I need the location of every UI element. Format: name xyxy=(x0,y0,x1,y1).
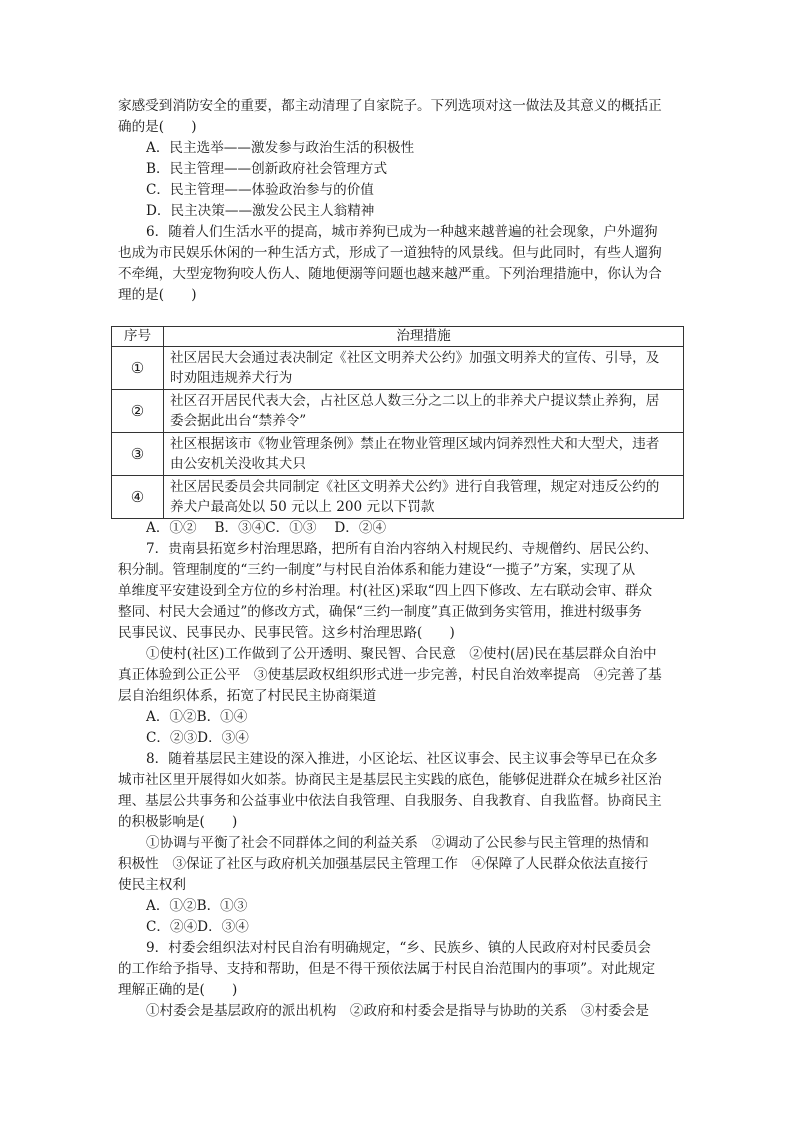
row-measure xyxy=(164,347,684,390)
header-measure: 治理措施 xyxy=(164,327,684,347)
table-row xyxy=(112,390,684,433)
q7-choice-line-1: ①使村(社区)工作做到了公开透明、聚民智、合民意 ②使村(居)民在基层群众自治中 xyxy=(146,646,657,662)
q7-stem-line-5: 民事民议、民事民办、民事民管。这乡村治理思路( ) xyxy=(118,625,455,641)
header-number: 序号 xyxy=(112,327,164,347)
row-measure-line-2: 由公安机关没收其犬只 xyxy=(170,456,306,472)
row-measure-line-2: 时劝阻违规养犬行为 xyxy=(170,370,293,386)
row-measure-line-1: 社区居民委员会共同制定《社区文明养犬公约》进行自我管理，规定对违反公约的 xyxy=(170,479,660,495)
q8-choice-line-3: 使民主权利 xyxy=(118,877,186,893)
q7-answers-line-2: C．②③D．③④ xyxy=(146,730,249,746)
q8-choice-line-2: 积极性 ③保证了社区与政府机关加强基层民主管理工作 ④保障了人民群众依法直接行 xyxy=(118,856,649,872)
table-row xyxy=(112,347,684,390)
q8-stem-line-1: 8．随着基层民主建设的深入推进，小区论坛、社区议事会、民主议事会等早已在众多 xyxy=(146,751,658,767)
table-row xyxy=(112,476,684,519)
row-measure-line-1: 社区根据该市《物业管理条例》禁止在物业管理区域内饲养烈性犬和大型犬，违者 xyxy=(170,436,660,452)
row-measure-line-2: 委会据此出台“禁养令” xyxy=(170,413,307,429)
row-measure xyxy=(164,390,684,433)
table-row xyxy=(112,433,684,476)
q6-stem-line-1: 6．随着人们生活水平的提高，城市养狗已成为一种越来越普遍的社会现象，户外遛狗 xyxy=(146,224,658,240)
q7-stem-line-3: 单维度平安建设到全方位的乡村治理。村(社区)采取“四上四下修改、左右联动会审、群众 xyxy=(118,583,653,599)
q8-stem-line-3: 理、基层公共事务和公益事业中依法自我管理、自我服务、自我教育、自我监督。协商民主 xyxy=(118,793,662,809)
q6-answer-options: A．①② B．③④C．①③ D．②④ xyxy=(146,520,387,536)
q8-answers-line-1: A．①②B．①③ xyxy=(146,898,248,914)
q7-answers-line-1: A．①②B．①④ xyxy=(146,709,248,725)
row-measure xyxy=(164,433,684,476)
q5-option-c: C．民主管理——体验政治参与的价值 xyxy=(146,182,374,198)
row-number: ② xyxy=(112,390,164,433)
row-number: ③ xyxy=(112,433,164,476)
q7-choice-line-2: 真正体验到公正公平 ③使基层政权组织形式进一步完善，村民自治效率提高 ④完善了基 xyxy=(118,667,662,683)
q8-choice-line-1: ①协调与平衡了社会不同群体之间的利益关系 ②调动了公民参与民主管理的热情和 xyxy=(146,835,649,851)
row-number: ① xyxy=(112,347,164,390)
q6-stem-line-4: 理的是( ) xyxy=(118,287,197,303)
q8-answers-line-2: C．②④D．③④ xyxy=(146,919,249,935)
q5-option-a: A．民主选举——激发参与政治生活的积极性 xyxy=(146,140,415,156)
q6-stem-line-2: 也成为市民娱乐休闲的一种生活方式，形成了一道独特的风景线。但与此同时，有些人遛狗 xyxy=(118,245,662,261)
row-measure-line-1: 社区召开居民代表大会，占社区总人数三分之二以上的非养犬户提议禁止养狗，居 xyxy=(170,393,660,409)
q7-stem-line-4: 整同、村民大会通过”的修改方式，确保“三约一制度”真正做到务实管用，推进村级事务 xyxy=(118,604,642,620)
q7-stem-line-1: 7．贵南县拓宽乡村治理思路，把所有自治内容纳入村规民约、寺规僧约、居民公约、 xyxy=(146,541,658,557)
q5-option-d: D．民主决策——激发公民主人翁精神 xyxy=(146,203,375,219)
q5-stem-line-1: 家感受到消防安全的重要，都主动清理了自家院子。下列选项对这一做法及其意义的概括正 xyxy=(118,98,662,114)
q7-choice-line-3: 层自治组织体系，拓宽了村民民主协商渠道 xyxy=(118,688,377,704)
measures-table xyxy=(111,326,684,519)
q7-stem-line-2: 积分制。管理制度的“三约一制度”与村民自治体系和能力建设“一揽子”方案，实现了从 xyxy=(118,562,636,578)
q9-stem-line-3: 理解正确的是( ) xyxy=(118,982,238,998)
row-measure xyxy=(164,476,684,519)
table-header-row xyxy=(112,327,684,347)
q9-stem-line-1: 9．村委会组织法对村民自治有明确规定，“乡、民族乡、镇的人民政府对村民委员会 xyxy=(146,940,651,956)
q9-stem-line-2: 的工作给予指导、支持和帮助，但是不得干预依法属于村民自治范围内的事项”。对此规定 xyxy=(118,961,656,977)
q5-option-b: B．民主管理——创新政府社会管理方式 xyxy=(146,161,388,177)
q8-stem-line-2: 城市社区里开展得如火如荼。协商民主是基层民主实践的底色，能够促进群众在城乡社区治 xyxy=(118,772,662,788)
q5-stem-line-2: 确的是( ) xyxy=(118,119,197,135)
q6-stem-line-3: 不牵绳，大型宠物狗咬人伤人、随地便溺等问题也越来越严重。下列治理措施中，你认为合 xyxy=(118,266,662,282)
row-number: ④ xyxy=(112,476,164,519)
q9-choice-line-1: ①村委会是基层政府的派出机构 ②政府和村委会是指导与协助的关系 ③村委会是 xyxy=(146,1003,649,1019)
row-measure-line-2: 养犬户最高处以 50 元以上 200 元以下罚款 xyxy=(170,499,435,515)
q8-stem-line-4: 的积极影响是( ) xyxy=(118,814,238,830)
row-measure-line-1: 社区居民大会通过表决制定《社区文明养犬公约》加强文明养犬的宣传、引导，及 xyxy=(170,350,660,366)
